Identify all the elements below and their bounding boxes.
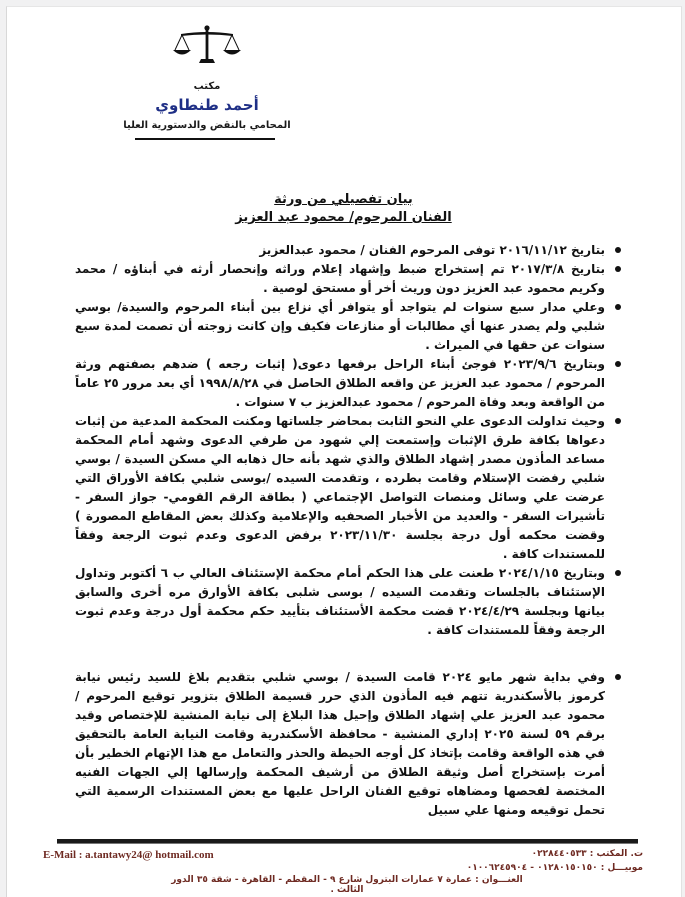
footer-office-phone: ت. المكتب : ٠٢٢٨٤٤٠٥٣٣	[531, 849, 643, 859]
bullet-icon	[615, 266, 621, 272]
letterhead	[107, 25, 307, 140]
lawyer-title: المحامي بالنقض والدستورية العليا	[123, 120, 291, 131]
scales-of-justice-icon	[171, 25, 243, 65]
footer-contact	[467, 847, 643, 875]
list-item: بتاريخ ٢٠١٦/١١/١٢ توفى المرحوم الفنان / محمود عبدالعزيز	[75, 241, 605, 260]
bullet-icon	[615, 361, 621, 367]
title-line-2: الفنان المرحوم/ محمود عبد العزيز	[235, 210, 452, 225]
list-item: وبتاريخ ٢٠٢٣/٩/٦ فوجئ أبناء الراحل برفعها دعوى( إثبات رجعه ) ضدهم بصفتهم ورثة المرحوم / محمود عبد العزيز عن واقعه الطلاق الحاصل في ١٩٩٨/٨/٢٨ أي بعد مرور ٢٥ عاماً من الواقعة وبعد وفاة المرحوم / محمود عبدالعزيز ب ٧ سنوات .	[75, 355, 605, 412]
footer-mobile: موبيـــل : ٠١٢٨٠١٥٠١٥٠ - ٠١٠٠٦٢٤٥٩٠٤	[466, 863, 643, 873]
bullet-icon	[615, 247, 621, 253]
list-item: بتاريخ ٢٠١٧/٣/٨ تم إستخراج ضبط وإشهاد إعلام وراثه وإنحصار أرثه في أبناؤه / محمد وكريم محمود عبد العزيز دون وريث أخر أو مستحق لوصية .	[75, 260, 605, 298]
letterhead-divider	[135, 138, 275, 140]
document-page	[6, 6, 682, 897]
footer-address: العنـــوان : عمارة ٧ عمارات البترول شارع ٩ - المقطم - القاهرة - شقة ٣٥ الدور الثالث .	[171, 875, 523, 895]
statement-list	[75, 241, 623, 820]
list-item: وعلي مدار سبع سنوات لم يتواجد أو يتوافر أي نزاع بين أبناء المرحوم والسيدة/ بوسي شلبي ولم يصدر عنها أي مطالبات أو منازعات فكيف وإن كانت زوجته أن تصمت لمدة سبع سنوات عن حقها في الميراث .	[75, 298, 605, 355]
title-line-1: بيان تفصيلي من ورثة	[274, 192, 413, 207]
lawyer-name: أحمد طنطاوي	[155, 96, 259, 114]
document-title	[1, 191, 685, 227]
bullet-icon	[615, 674, 621, 680]
bullet-icon	[615, 570, 621, 576]
list-item: وبتاريخ ٢٠٢٤/١/١٥ طعنت على هذا الحكم أمام محكمة الإستئناف العالي ب ٦ أكتوبر وتداول الإستئناف بالجلسات وتقدمت السيده / بوسى شلبى بكافة الأوارق مره أخرى والسابق بيانها وبجلسة ٢٠٢٤/٤/٢٩ قضت محكمة الأستئناف بتأييد حكم محكمة أول درجة وعدم ثبوت الرجعة وفقاً للمستندات كافة .	[75, 564, 605, 640]
document-body	[75, 241, 623, 820]
office-label: مكتب	[193, 81, 221, 92]
list-item: وحيث تداولت الدعوى علي النحو الثابت بمحاضر جلساتها ومكنت المحكمة المدعية من إثبات دعواها بكافة طرق الإثبات وإستمعت إلي شهود من طرفي الدعوى وشهد أمام المحكمة مساعد المأذون مصدر إشهاد الطلاق والذي شهد بأنه حال ذهابه الي مسكن السيدة / بوسي شلبي رفضت الإستلام وقامت بطرده ، وتقدمت السيده /بوسى شلبي بكافة الأوراق التي عرضت علي وسائل ومنصات التواصل الإجتماعي ( بطاقة الرقم القومي- جواز السفر - تأشيرات السفر - والعديد من الأخبار الصحفيه والإعلامية وكذلك بعض المقاطع المصورة ) وقضت محكمه أول درجة بجلسة ٢٠٢٣/١١/٣٠ برفض الدعوى وعدم ثبوت الرجعة وفقاً للمستندات كافة .	[75, 412, 605, 564]
bullet-icon	[615, 418, 621, 424]
bullet-icon	[615, 304, 621, 310]
footer-divider	[57, 839, 638, 844]
footer-email: E-Mail : a.tantawy24@ hotmail.com	[43, 849, 214, 861]
list-item: وفي بداية شهر مايو ٢٠٢٤ قامت السيدة / بوسي شلبي بتقديم بلاغ للسيد رئيس نيابة كرموز بالأسكندرية تتهم فيه المأذون الذي حرر قسيمة الطلاق بتزوير توقيع المرحوم / محمود عبد العزيز علي إشهاد الطلاق وإحيل هذا البلاغ إلى نيابة المنشية للإختصاص وقيد برقم ٥٩ لسنة ٢٠٢٥ إداري المنشية - محافظة الأسكندرية وقامت النيابة العامة بالتحقيق في هذه الواقعة وقامت بإتخاذ كل أوجه الحيطة والحذر والتعامل مع هذا الإتهام الخطير بأن أمرت بإستخراج أصل وثيقة الطلاق من أرشيف المحكمة وإرسالها إلي الجهات الفنيه المختصة لفحصها ومضاهاه توقيع الفنان الراحل عليها مع بعض المستندات الرسمية التي تحمل توقيعه ومنها علي سبيل	[75, 668, 605, 820]
